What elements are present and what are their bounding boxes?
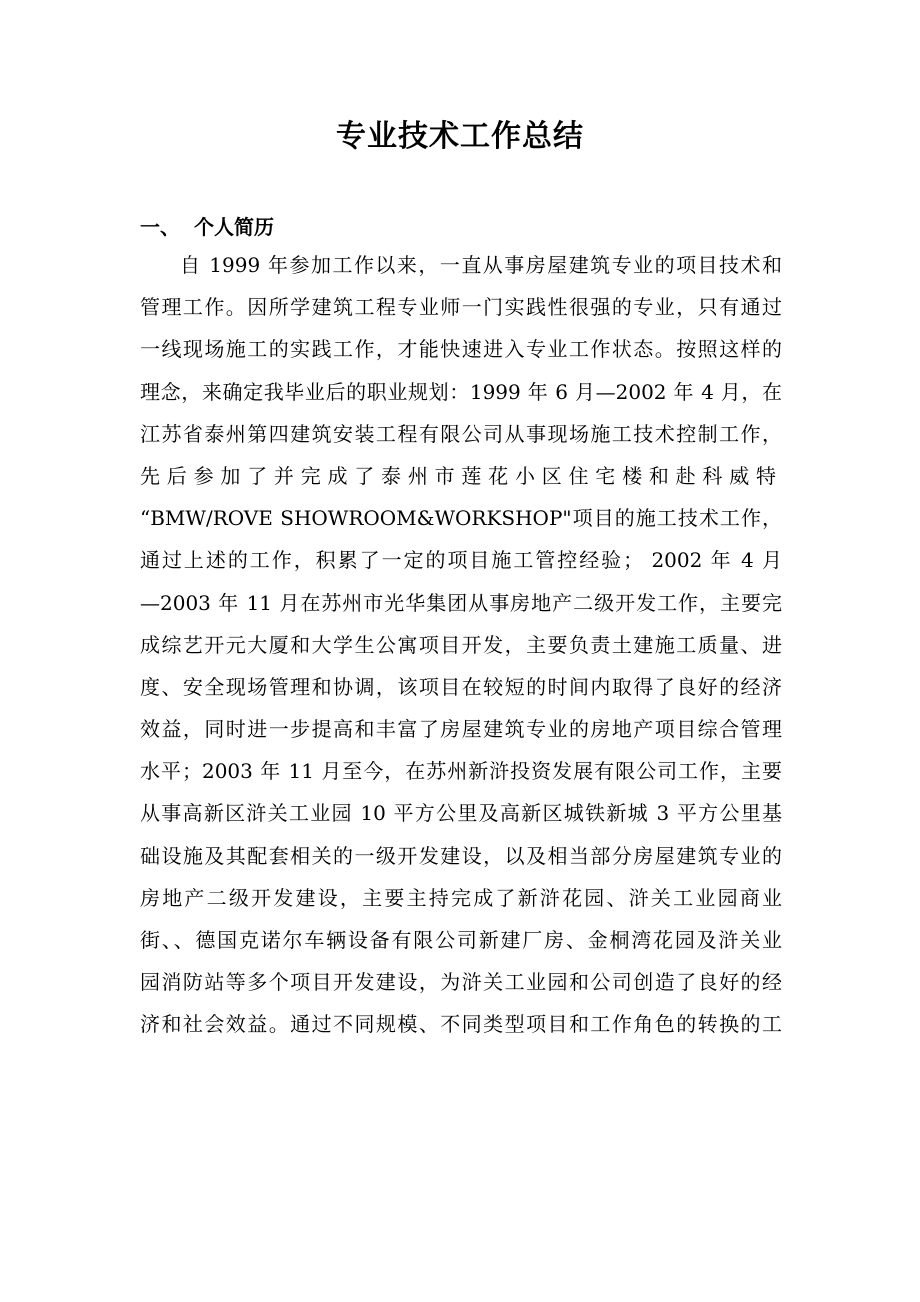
section-body	[140, 244, 782, 1046]
document-title: 专业技术工作总结	[336, 119, 584, 154]
section-number: 一、	[140, 215, 180, 239]
text-line: 一线现场施工的实践工作，才能快速进入专业工作状态。按照这样的	[140, 337, 782, 362]
text-line: 从事高新区浒关工业园 10 平方公里及高新区城铁新城 3 平方公里基	[140, 801, 782, 826]
text-line: 自 1999 年参加工作以来，一直从事房屋建筑专业的项目技术和	[180, 253, 782, 277]
text-line: 通过上述的工作，积累了一定的项目施工管控经验； 2002 年 4 月	[140, 548, 782, 573]
text-line: 础设施及其配套相关的一级开发建设，以及相当部分房屋建筑专业的	[140, 843, 782, 868]
text-line: “BMW/ROVE SHOWROOM&WORKSHOP"项目的施工技术工作，	[140, 506, 782, 531]
text-line: 济和社会效益。通过不同规模、不同类型项目和工作角色的转换的工	[140, 1012, 782, 1037]
section-title: 个人简历	[194, 215, 274, 239]
text-line: 管理工作。因所学建筑工程专业师一门实践性很强的专业，只有通过	[140, 295, 782, 320]
text-line: —2003 年 11 月在苏州市光华集团从事房地产二级开发工作，主要完	[140, 590, 782, 615]
text-line: 先后参加了并完成了泰州市莲花小区住宅楼和赴科威特	[140, 463, 782, 488]
text-line: 效益，同时进一步提高和丰富了房屋建筑专业的房地产项目综合管理	[140, 717, 782, 742]
text-line: 理念，来确定我毕业后的职业规划：1999 年 6 月—2002 年 4 月，在	[140, 379, 782, 404]
text-line: 街、、德国克诺尔车辆设备有限公司新建厂房、金桐湾花园及浒关业	[140, 928, 782, 952]
text-line: 水平；2003 年 11 月至今，在苏州新浒投资发展有限公司工作，主要	[140, 759, 782, 784]
text-line: 江苏省泰州第四建筑安装工程有限公司从事现场施工技术控制工作，	[140, 421, 782, 446]
text-line: 成综艺开元大厦和大学生公寓项目开发，主要负责土建施工质量、进	[140, 632, 782, 657]
text-line: 园消防站等多个项目开发建设，为浒关工业园和公司创造了良好的经	[140, 970, 782, 995]
text-line: 度、安全现场管理和协调，该项目在较短的时间内取得了良好的经济	[140, 674, 782, 699]
section-heading	[140, 212, 274, 242]
text-line: 房地产二级开发建设，主要主持完成了新浒花园、浒关工业园商业	[140, 885, 782, 910]
